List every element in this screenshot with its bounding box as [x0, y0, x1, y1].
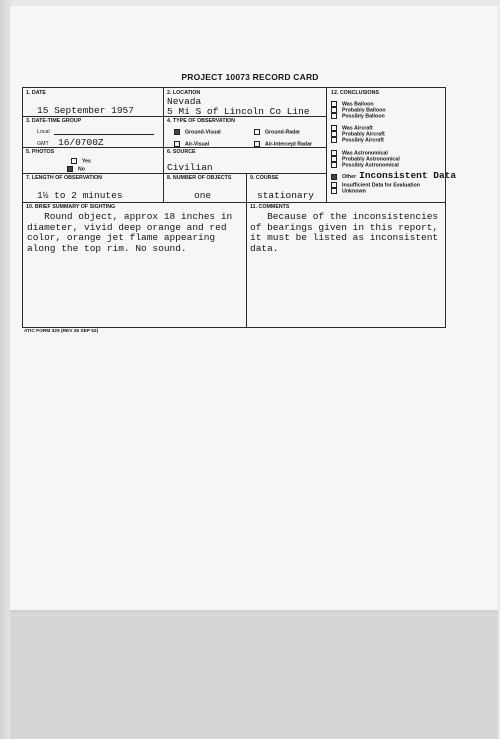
- photos-yes-option: [71, 158, 91, 164]
- length-value: 1½ to 2 minutes: [37, 190, 123, 201]
- num-objects-cell: [163, 173, 247, 203]
- unknown-text: Unknown: [342, 188, 366, 195]
- conclusion-unknown: [331, 188, 366, 194]
- conclusions-cell: [326, 87, 457, 203]
- probably-astronomical-text: Probably Astronomical: [342, 156, 400, 163]
- course-cell: [246, 173, 327, 203]
- was-balloon-text: Was Balloon: [342, 101, 374, 108]
- conclusion-possibly-aircraft: [331, 137, 384, 143]
- other-text: Other: [342, 174, 357, 180]
- source-value: Civilian: [167, 162, 213, 173]
- possibly-astronomical-text: Possibly Astronomical: [342, 162, 399, 169]
- num-objects-value: one: [194, 190, 212, 201]
- num-objects-label: 8. NUMBER OF OBJECTS: [167, 175, 232, 181]
- local-label: Local: [37, 129, 50, 135]
- location-line1: Nevada: [167, 96, 202, 107]
- length-cell: [22, 173, 164, 203]
- possibly-balloon-checkbox[interactable]: [331, 113, 337, 119]
- photos-no-option: [67, 166, 85, 172]
- other-value: Inconsistent Data: [359, 170, 457, 181]
- photos-no-checkbox[interactable]: [67, 166, 73, 172]
- possibly-balloon-text: Possibly Balloon: [342, 113, 385, 120]
- ground-visual-checkbox[interactable]: [174, 129, 180, 135]
- ground-radar-option: [254, 129, 300, 135]
- possibly-aircraft-text: Possibly Aircraft: [342, 137, 384, 144]
- card-title: PROJECT 10073 RECORD CARD: [181, 72, 319, 82]
- comments-text: Because of the inconsistencies of bearings given in this report, it must be listed as inconsistent data.: [250, 211, 439, 254]
- course-value: stationary: [257, 190, 315, 201]
- conclusion-possibly-astronomical: [331, 162, 399, 168]
- datetime-cell: [22, 116, 164, 148]
- photos-yes-text: Yes: [82, 158, 91, 165]
- location-label: 2. LOCATION: [167, 90, 201, 96]
- air-visual-text: Air-Visual: [185, 141, 210, 148]
- form-id: ATIC FORM 329 (REV 26 SEP 52): [24, 329, 99, 334]
- date-value: 15 September 1957: [37, 105, 134, 116]
- possibly-aircraft-checkbox[interactable]: [331, 137, 337, 143]
- gmt-label: GMT: [37, 141, 49, 147]
- possibly-astronomical-checkbox[interactable]: [331, 162, 337, 168]
- datetime-label: 3. DATE-TIME GROUP: [26, 118, 82, 124]
- gmt-value: 16/0700Z: [58, 137, 104, 148]
- was-aircraft-text: Was Aircraft: [342, 125, 373, 132]
- location-line2: 5 Mi S of Lincoln Co Line: [167, 106, 310, 117]
- ground-visual-text: Ground-Visual: [185, 129, 221, 136]
- summary-text: Round object, approx 18 inches in diameter, vivid deep orange and red color, orange jet flame appearing along the top rim. No sound.: [27, 211, 233, 254]
- location-cell: [163, 87, 327, 117]
- probably-balloon-text: Probably Balloon: [342, 107, 386, 114]
- length-label: 7. LENGTH OF OBSERVATION: [26, 175, 102, 181]
- unknown-checkbox[interactable]: [331, 188, 337, 194]
- observation-type-cell: [163, 116, 327, 148]
- summary-cell: [22, 202, 247, 328]
- insufficient-text: Insufficient Data for Evaluation: [342, 182, 420, 189]
- ground-visual-option: [174, 129, 221, 135]
- source-label: 6. SOURCE: [167, 149, 196, 155]
- conclusion-other: [331, 170, 457, 181]
- photos-yes-checkbox[interactable]: [71, 158, 77, 164]
- conclusion-possibly-balloon: [331, 113, 385, 119]
- photos-label: 5. PHOTOS: [26, 149, 55, 155]
- was-astronomical-text: Was Astronomical: [342, 150, 388, 157]
- course-label: 9. COURSE: [250, 175, 279, 181]
- air-intercept-text: Air-Intercept Radar: [265, 141, 312, 148]
- other-checkbox[interactable]: [331, 174, 337, 180]
- summary-label: 10. BRIEF SUMMARY OF SIGHTING: [26, 204, 116, 210]
- local-underline: [54, 134, 154, 135]
- comments-cell: [246, 202, 446, 328]
- lower-page-strip: [10, 616, 498, 739]
- conclusions-label: 12. CONCLUSIONS: [331, 90, 379, 96]
- source-cell: [163, 147, 327, 174]
- probably-aircraft-text: Probably Aircraft: [342, 131, 385, 138]
- date-label: 1. DATE: [26, 90, 46, 96]
- photos-no-text: No: [78, 166, 85, 173]
- comments-label: 11. COMMENTS: [250, 204, 290, 210]
- photos-cell: [22, 147, 164, 174]
- ground-radar-text: Ground-Radar: [265, 129, 301, 136]
- observation-type-label: 4. TYPE OF OBSERVATION: [167, 118, 235, 124]
- date-cell: [22, 87, 164, 117]
- ground-radar-checkbox[interactable]: [254, 129, 260, 135]
